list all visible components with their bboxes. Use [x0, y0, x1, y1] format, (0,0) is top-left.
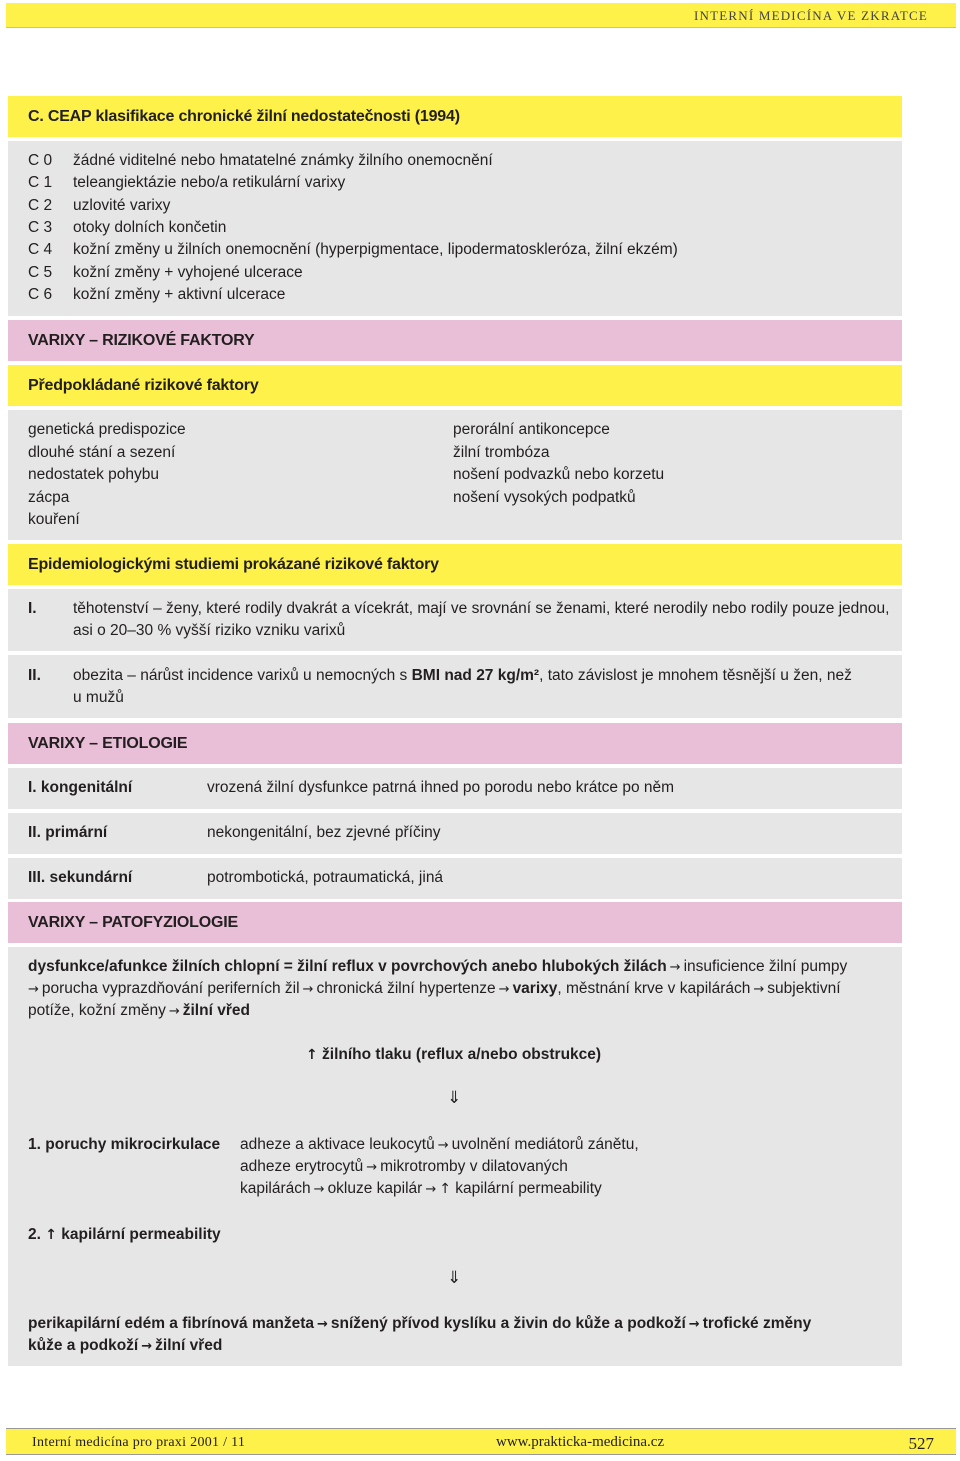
patho-l3-b: žilní vřed — [182, 1002, 250, 1019]
ceap-description: otoky dolních končetin — [73, 218, 227, 236]
ceap-row — [28, 150, 493, 173]
etiology-description: potrombotická, potraumatická, jiná — [207, 869, 444, 886]
assumed-title — [8, 365, 902, 406]
risk-factor-item: zácpa — [28, 488, 70, 506]
ceap-description: uzlovité varixy — [73, 196, 171, 214]
micro-1b: uvolnění mediátorů zánětu, — [451, 1136, 639, 1153]
assumed-title-text: Předpokládané rizikové faktory — [28, 376, 259, 394]
epi-title — [8, 544, 902, 585]
ceap-code: C 6 — [28, 285, 53, 303]
etiology-row — [8, 813, 902, 854]
ceap-description: žádné viditelné nebo hmatatelné známky žilního onemocnění — [73, 152, 493, 169]
epi-text-2b: u mužů — [73, 689, 124, 706]
risk-factor-item: kouření — [28, 511, 80, 528]
epi-item-1 — [8, 589, 902, 651]
final-line-2 — [28, 1335, 222, 1359]
risk-factor-item: nošení vysokých podpatků — [453, 488, 636, 506]
footer-url[interactable]: www.prakticka-medicina.cz — [496, 1434, 665, 1450]
arrow-right-icon: → — [302, 982, 314, 997]
epi-text-2a-1: obezita – nárůst incidence varixů u nemocných s — [73, 667, 412, 684]
pressure-text: žilního tlaku (reflux a/nebo obstrukce) — [322, 1046, 602, 1063]
etiology-label: III. sekundární — [28, 869, 133, 886]
epi-title-text: Epidemiologickými studiemi prokázané rizikové faktory — [28, 555, 439, 573]
epi-num-2: II. — [28, 667, 41, 684]
ceap-description: kožní změny + vyhojené ulcerace — [73, 263, 303, 281]
epi-text-2a — [73, 665, 852, 688]
etiology-description: nekongenitální, bez zjevné příčiny — [207, 824, 441, 841]
risk-factor-item: genetická predispozice — [28, 421, 186, 438]
arrow-right-icon: → — [753, 982, 765, 997]
final-b: snížený přívod kyslíku a živin do kůže a podkoží — [330, 1315, 686, 1332]
micro-line-3 — [240, 1178, 602, 1202]
arrow-right-icon: → — [669, 960, 681, 975]
epi-text-2a-3: , tato závislost je mnohem těsnější u žen, než — [539, 667, 852, 684]
patho-l1-bold: dysfunkce/afunkce žilních chlopní = žilní reflux v povrchových anebo hlubokých žilách — [28, 958, 667, 975]
etiology-description: vrozená žilní dysfunkce patrná ihned po porodu nebo krátce po něm — [207, 779, 675, 796]
ceap-code: C 3 — [28, 218, 53, 236]
risk-title — [8, 320, 902, 361]
ceap-description: teleangiektázie nebo/a retikulární varixy — [73, 174, 346, 192]
ceap-code: C 0 — [28, 152, 53, 169]
final-d: kůže a podkoží — [28, 1337, 139, 1354]
pressure-line — [306, 1044, 601, 1067]
risk-factor-item: nošení podvazků nebo korzetu — [453, 466, 665, 483]
patho-title — [8, 902, 902, 943]
permeability-line — [28, 1224, 221, 1247]
running-header-title: INTERNÍ MEDICÍNA VE ZKRATCE — [693, 8, 928, 23]
arrow-up-icon: ↑ — [306, 1047, 318, 1063]
patho-l3-a: potíže, kožní změny — [28, 1002, 166, 1019]
arrow-up-icon: ↑ — [439, 1181, 451, 1197]
risk-factor-item: žilní trombóza — [453, 443, 550, 461]
ceap-row — [28, 195, 170, 218]
ceap-code: C 4 — [28, 241, 53, 259]
assumed-panel — [8, 410, 902, 540]
epi-num-1: I. — [28, 600, 37, 617]
running-header — [6, 3, 956, 28]
risk-factor-item: nedostatek pohybu — [28, 466, 159, 483]
double-arrow-down-icon: ⇓ — [447, 1268, 462, 1288]
ceap-row — [28, 262, 303, 285]
running-footer — [6, 1428, 956, 1455]
ceap-row — [28, 172, 345, 195]
patho-l2-a: porucha vyprazdňování periferních žil — [41, 980, 300, 997]
final-e: žilní vřed — [155, 1337, 223, 1354]
risk-factor-item: perorální antikoncepce — [453, 421, 610, 438]
arrow-right-icon: → — [366, 1160, 378, 1175]
etiology-title — [8, 723, 902, 764]
patho-l2-e: subjektivní — [767, 980, 841, 997]
arrow-right-icon: → — [437, 1138, 449, 1153]
micro-2a: adheze erytrocytů — [240, 1158, 364, 1175]
micro-3b: okluze kapilár — [327, 1180, 423, 1197]
ceap-code: C 2 — [28, 196, 53, 214]
epi-bmi: BMI nad 27 kg/m² — [411, 667, 540, 684]
footer-journal: Interní medicína pro praxi 2001 / 11 — [32, 1435, 246, 1450]
micro-label: 1. poruchy mikrocirkulace — [28, 1136, 221, 1153]
etiology-label: I. kongenitální — [28, 779, 133, 796]
arrow-right-icon: → — [313, 1182, 325, 1197]
ceap-code: C 1 — [28, 174, 53, 192]
micro-3a: kapilárách — [240, 1180, 311, 1197]
page-number: 527 — [908, 1434, 934, 1453]
ceap-description: kožní změny + aktivní ulcerace — [73, 285, 286, 303]
perm-label: kapilární permeability — [61, 1226, 221, 1243]
micro-2b: mikrotromby v dilatovaných — [380, 1158, 568, 1175]
arrow-right-icon: → — [141, 1339, 153, 1354]
final-a: perikapilární edém a fibrínová manžeta — [28, 1315, 314, 1332]
arrow-right-icon: → — [688, 1317, 700, 1332]
risk-title-text: VARIXY – RIZIKOVÉ FAKTORY — [28, 331, 255, 349]
final-c: trofické změny — [702, 1315, 812, 1332]
arrow-up-icon: ↑ — [45, 1227, 57, 1243]
epi-text-1a: těhotenství – ženy, které rodily dvakrát a vícekrát, mají ve srovnání se ženami, které nerodily nebo rodily pouze jednou, — [73, 600, 890, 617]
perm-num: 2. — [28, 1226, 41, 1243]
patho-l1-rest: insuficience žilní pumpy — [683, 958, 848, 975]
risk-list-right — [453, 419, 664, 509]
double-arrow-down-icon: ⇓ — [447, 1088, 462, 1108]
etiology-row — [8, 858, 902, 899]
ceap-row — [28, 239, 678, 262]
micro-3c: kapilární permeability — [455, 1180, 602, 1197]
patho-line-3 — [28, 1000, 250, 1024]
micro-line-2 — [240, 1156, 568, 1180]
arrow-right-icon: → — [168, 1004, 180, 1019]
risk-factor-item: dlouhé stání a sezení — [28, 443, 176, 461]
ceap-title-text: C. CEAP klasifikace chronické žilní nedostatečnosti (1994) — [28, 107, 460, 125]
ceap-panel — [8, 141, 902, 316]
etiology-row — [8, 768, 902, 809]
patho-l2-b: chronická žilní hypertenze — [316, 980, 496, 997]
etiology-title-text: VARIXY – ETIOLOGIE — [28, 734, 188, 752]
ceap-description: kožní změny u žilních onemocnění (hyperpigmentace, lipodermatoskleróza, žilní ekzém) — [73, 241, 678, 259]
ceap-title — [8, 96, 902, 137]
final-line-1 — [28, 1313, 811, 1337]
patho-l2-d: , městnání krve v kapilárách — [557, 980, 751, 997]
ceap-row — [28, 217, 226, 240]
arrow-right-icon: → — [317, 1317, 328, 1332]
risk-list-left — [28, 419, 186, 532]
patho-title-text: VARIXY – PATOFYZIOLOGIE — [28, 913, 238, 931]
ceap-code: C 5 — [28, 263, 53, 281]
arrow-right-icon: → — [498, 982, 510, 997]
ceap-row — [28, 284, 285, 307]
patho-panel — [8, 947, 902, 1366]
micro-1a: adheze a aktivace leukocytů — [240, 1136, 435, 1153]
epi-item-2 — [8, 655, 902, 718]
patho-l2-c: varixy — [512, 980, 558, 997]
patho-line-1 — [28, 956, 847, 980]
epi-text-1b: asi o 20–30 % vyšší riziko vzniku varixů — [73, 622, 346, 639]
arrow-right-icon: → — [425, 1182, 437, 1197]
micro-line-1 — [240, 1134, 639, 1158]
arrow-right-icon: → — [28, 982, 39, 997]
etiology-label: II. primární — [28, 824, 108, 841]
patho-line-2 — [28, 978, 841, 1002]
